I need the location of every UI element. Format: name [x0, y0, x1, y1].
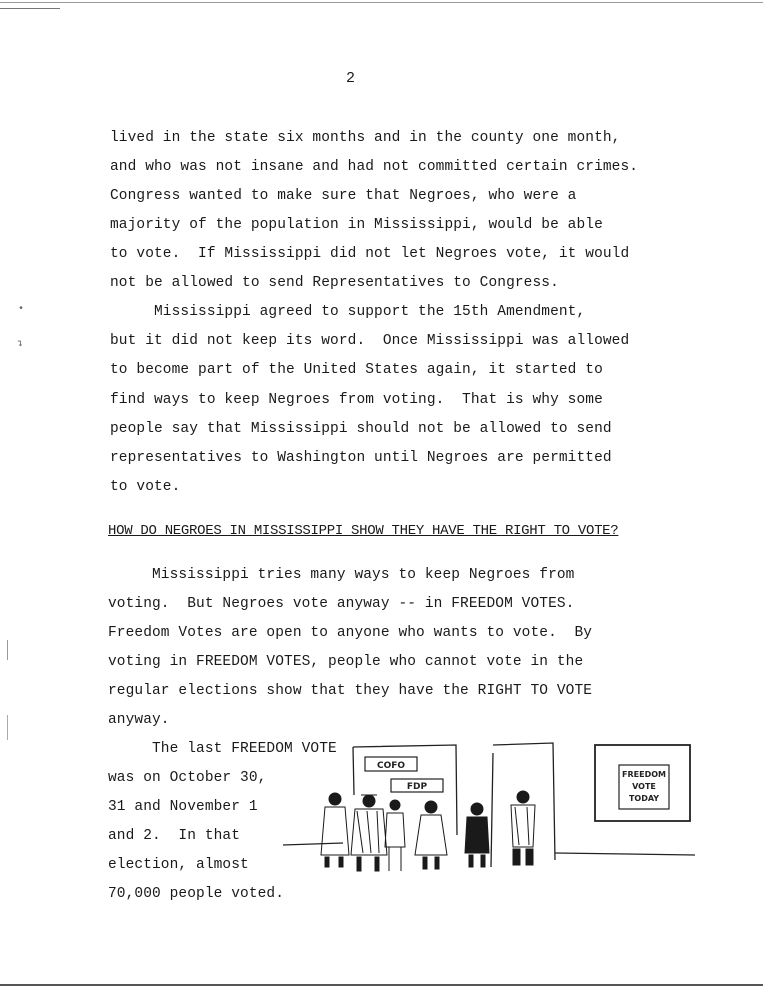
voter-figure — [511, 791, 535, 865]
paragraph2-line: to become part of the United States again, it started to — [110, 362, 603, 378]
voter-figure — [385, 800, 405, 871]
page-bottom-edge — [0, 984, 763, 986]
cofo-sign — [365, 757, 417, 771]
paragraph2-line: find ways to keep Negroes from voting. That is why some — [110, 392, 603, 408]
freedom-vote-poster — [595, 745, 690, 821]
paragraph4-line: The last FREEDOM VOTE — [108, 741, 337, 757]
paragraph1-line: Congress wanted to make sure that Negroes, who were a — [110, 188, 577, 204]
paragraph1-line: majority of the population in Mississippi, would be able — [110, 217, 603, 233]
paragraph4-line: election, almost — [108, 857, 249, 873]
margin-mark: • — [18, 304, 25, 315]
paragraph3-line: regular elections show that they have the RIGHT TO VOTE — [108, 683, 593, 699]
paragraph2-line: to vote. — [110, 479, 181, 495]
polling-illustration — [283, 735, 703, 880]
page-number: 2 — [346, 70, 356, 87]
poster-line2: VOTE — [632, 782, 656, 791]
page-top-edge-mark — [0, 8, 60, 9]
paragraph3-line: Freedom Votes are open to anyone who wants to vote. By — [108, 625, 593, 641]
margin-mark — [7, 640, 8, 660]
paragraph4-line: 70,000 people voted. — [108, 886, 285, 902]
paragraph4-line: and 2. In that — [108, 828, 241, 844]
paragraph2-line: people say that Mississippi should not be allowed to send — [110, 421, 612, 437]
poster-line3: TODAY — [628, 794, 660, 803]
paragraph2-line: but it did not keep its word. Once Mississippi was allowed — [110, 333, 630, 349]
section-heading: HOW DO NEGROES IN MISSISSIPPI SHOW THEY HAVE THE RIGHT TO VOTE? — [108, 523, 619, 539]
voter-figure — [465, 803, 489, 867]
paragraph4-line: 31 and November 1 — [108, 799, 258, 815]
fdp-sign — [391, 779, 443, 792]
fdp-sign-text: FDP — [406, 782, 428, 792]
paragraph3-line: anyway. — [108, 712, 170, 728]
paragraph1-line: to vote. If Mississippi did not let Negroes vote, it would — [110, 246, 630, 262]
paragraph2-line: representatives to Washington until Negroes are permitted — [110, 450, 612, 466]
cofo-sign-text: COFO — [376, 761, 406, 771]
paragraph3-line: voting in FREEDOM VOTES, people who cannot vote in the — [108, 654, 584, 670]
paragraph1-line: and who was not insane and had not committed certain crimes. — [110, 159, 639, 175]
paragraph2-line: Mississippi agreed to support the 15th Amendment, — [110, 304, 586, 320]
voter-figure — [321, 793, 349, 867]
margin-mark: ↴ — [17, 339, 24, 350]
margin-mark — [7, 715, 8, 740]
paragraph4-line: was on October 30, — [108, 770, 267, 786]
voter-figure — [415, 801, 447, 869]
paragraph1-line: lived in the state six months and in the county one month, — [110, 130, 621, 146]
paragraph1-line: not be allowed to send Representatives to Congress. — [110, 275, 559, 291]
paragraph3-line: voting. But Negroes vote anyway -- in FREEDOM VOTES. — [108, 596, 575, 612]
page-top-edge — [0, 2, 763, 3]
voter-figure — [351, 795, 387, 871]
paragraph3-line: Mississippi tries many ways to keep Negroes from — [108, 567, 575, 583]
poster-line1: FREEDOM — [622, 770, 666, 779]
